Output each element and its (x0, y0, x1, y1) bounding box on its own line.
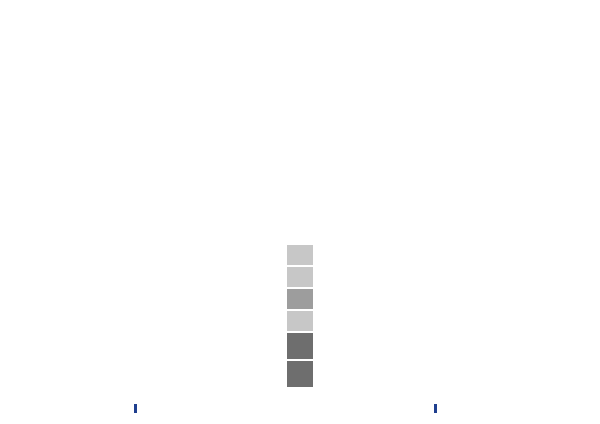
right-page (300, 0, 600, 424)
side-tab-milling[interactable] (287, 311, 313, 331)
side-tab-threading[interactable] (287, 289, 313, 309)
kltech-logo-right (434, 404, 438, 412)
side-tabs (287, 245, 313, 389)
kltech-logo (134, 404, 138, 412)
side-tab-threading-active[interactable] (287, 361, 313, 387)
kl-mark (134, 404, 137, 413)
side-tab-turning[interactable] (287, 245, 313, 265)
side-tab-grooving[interactable] (287, 267, 313, 287)
kl-mark-right (434, 404, 437, 413)
side-tab-technical-data[interactable] (287, 333, 313, 359)
